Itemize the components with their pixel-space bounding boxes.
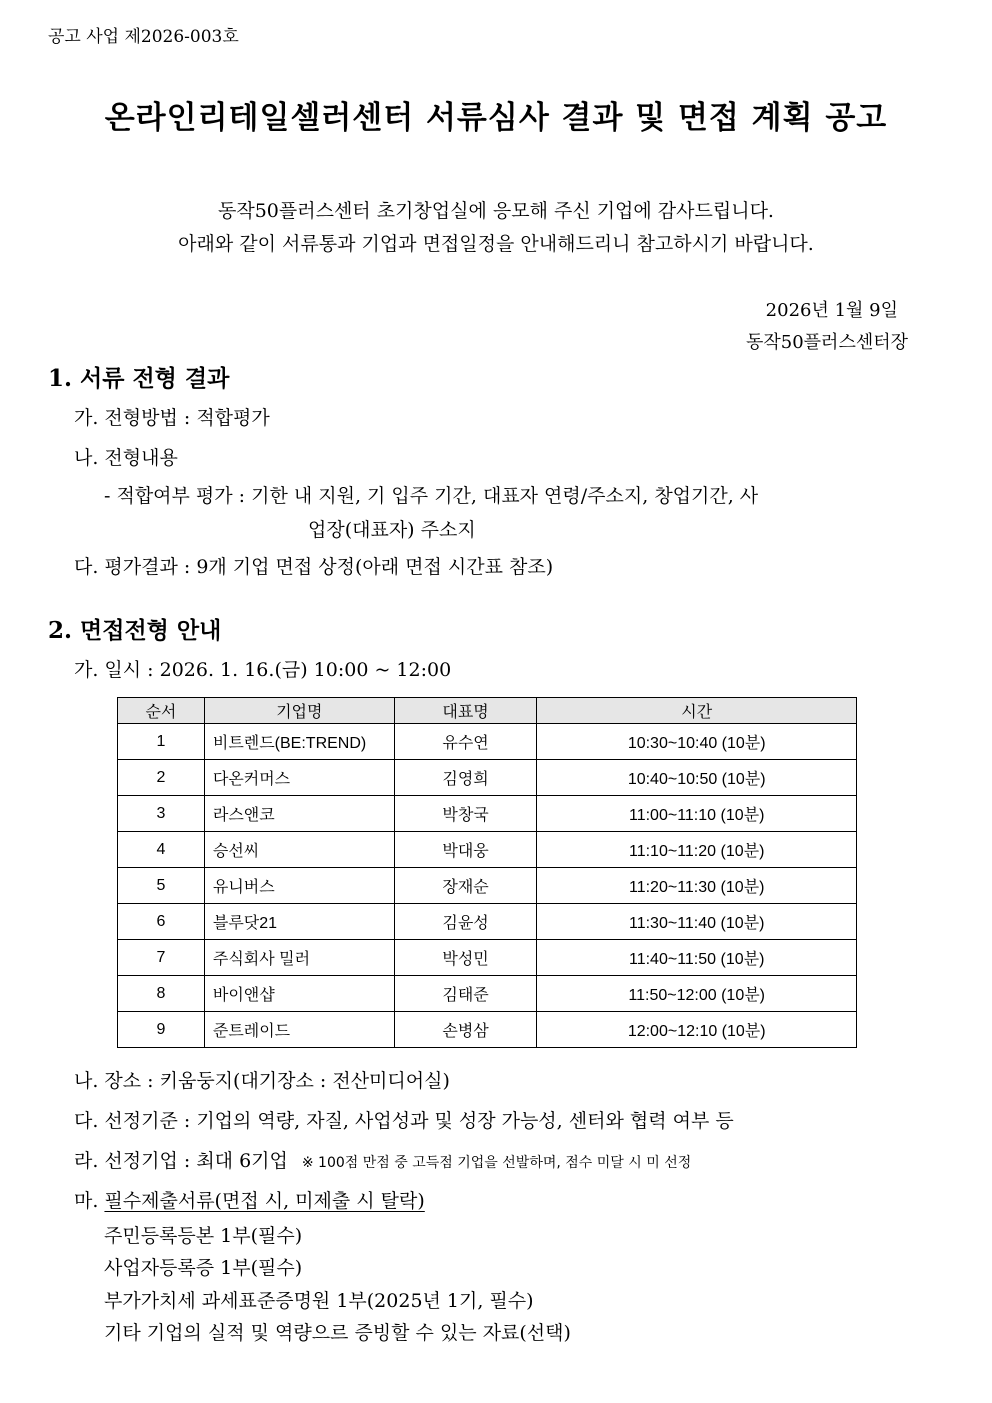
section2-item-c: 다. 선정기준 : 기업의 역량, 자질, 사업성과 및 성장 가능성, 센터와 협력 여부 등 [74, 1110, 734, 1132]
section1-item-b-detail-cont: 업장(대표자) 주소지 [308, 519, 476, 541]
cell-time: 11:40~11:50 (10분) [537, 940, 857, 976]
section1-item-a: 가. 전형방법 : 적합평가 [74, 407, 270, 429]
section1-heading: 1. 서류 전형 결과 [48, 365, 230, 392]
cell-time: 12:00~12:10 (10분) [537, 1012, 857, 1048]
table-row [118, 796, 857, 832]
section1-item-b-detail: - 적합여부 평가 : 기한 내 지원, 기 입주 기간, 대표자 연령/주소지, 창업기간, 사 [104, 485, 759, 507]
section2-item-e [74, 1186, 425, 1213]
cell-company: 비트렌드(BE:TREND) [204, 724, 394, 760]
table-row [118, 904, 857, 940]
cell-order: 4 [118, 832, 205, 868]
cell-time: 11:20~11:30 (10분) [537, 868, 857, 904]
table-row [118, 1012, 857, 1048]
cell-representative: 장재순 [394, 868, 537, 904]
cell-order: 8 [118, 976, 205, 1012]
table-row [118, 976, 857, 1012]
notice-number: 공고 사업 제2026-003호 [48, 27, 239, 47]
table-row [118, 940, 857, 976]
section2-item-a: 가. 일시 : 2026. 1. 16.(금) 10:00 ~ 12:00 [74, 659, 452, 681]
cell-order: 2 [118, 760, 205, 796]
cell-representative: 박성민 [394, 940, 537, 976]
cell-order: 9 [118, 1012, 205, 1048]
cell-company: 주식회사 밀러 [204, 940, 394, 976]
interview-schedule-table [117, 697, 857, 1048]
section2-item-e-prefix: 마. [74, 1190, 105, 1212]
cell-company: 유니버스 [204, 868, 394, 904]
cell-company: 승선씨 [204, 832, 394, 868]
table-header-row [118, 698, 857, 724]
document-item: 사업자등록증 1부(필수) [104, 1257, 303, 1279]
col-header-order: 순서 [118, 698, 205, 724]
table-row [118, 832, 857, 868]
cell-order: 7 [118, 940, 205, 976]
section2-item-d [74, 1146, 691, 1173]
notice-date: 2026년 1월 9일 [765, 300, 898, 321]
col-header-representative: 대표명 [394, 698, 537, 724]
cell-time: 10:40~10:50 (10분) [537, 760, 857, 796]
cell-representative: 유수연 [394, 724, 537, 760]
cell-order: 5 [118, 868, 205, 904]
section2-heading: 2. 면접전형 안내 [48, 617, 222, 644]
cell-time: 11:30~11:40 (10분) [537, 904, 857, 940]
cell-representative: 김태준 [394, 976, 537, 1012]
selection-note: ※ 100점 만점 중 고득점 기업을 선발하며, 점수 미달 시 미 선정 [301, 1155, 692, 1171]
issuer: 동작50플러스센터장 [745, 332, 908, 353]
col-header-company: 기업명 [204, 698, 394, 724]
table-row [118, 868, 857, 904]
cell-representative: 손병삼 [394, 1012, 537, 1048]
cell-company: 라스앤코 [204, 796, 394, 832]
cell-time: 11:00~11:10 (10분) [537, 796, 857, 832]
section2-item-b: 나. 장소 : 키움둥지(대기장소 : 전산미디어실) [74, 1070, 450, 1092]
cell-representative: 김영희 [394, 760, 537, 796]
document-item: 주민등록등본 1부(필수) [104, 1225, 303, 1247]
page-title: 온라인리테일셀러센터 서류심사 결과 및 면접 계획 공고 [104, 100, 888, 136]
col-header-time: 시간 [537, 698, 857, 724]
cell-time: 10:30~10:40 (10분) [537, 724, 857, 760]
cell-representative: 박대웅 [394, 832, 537, 868]
cell-time: 11:10~11:20 (10분) [537, 832, 857, 868]
document-item: 기타 기업의 실적 및 역량으르 증빙할 수 있는 자료(선택) [104, 1322, 571, 1344]
cell-order: 6 [118, 904, 205, 940]
table-row [118, 760, 857, 796]
cell-company: 블루닷21 [204, 904, 394, 940]
cell-company: 바이앤샵 [204, 976, 394, 1012]
section1-item-c: 다. 평가결과 : 9개 기업 면접 상정(아래 면접 시간표 참조) [74, 556, 554, 578]
cell-order: 1 [118, 724, 205, 760]
cell-representative: 김윤성 [394, 904, 537, 940]
required-documents-title: 필수제출서류(면접 시, 미제출 시 탈락) [104, 1190, 425, 1212]
intro-line-2: 아래와 같이 서류통과 기업과 면접일정을 안내해드리니 참고하시기 바랍니다. [178, 233, 814, 255]
section1-item-b: 나. 전형내용 [74, 447, 178, 469]
intro-line-1: 동작50플러스센터 초기창업실에 응모해 주신 기업에 감사드립니다. [218, 200, 774, 222]
table-row [118, 724, 857, 760]
document-item: 부가가치세 과세표준증명원 1부(2025년 1기, 필수) [104, 1290, 534, 1312]
cell-representative: 박창국 [394, 796, 537, 832]
section2-item-d-text: 라. 선정기업 : 최대 6기업 [74, 1150, 288, 1172]
cell-time: 11:50~12:00 (10분) [537, 976, 857, 1012]
cell-company: 준트레이드 [204, 1012, 394, 1048]
cell-order: 3 [118, 796, 205, 832]
cell-company: 다온커머스 [204, 760, 394, 796]
